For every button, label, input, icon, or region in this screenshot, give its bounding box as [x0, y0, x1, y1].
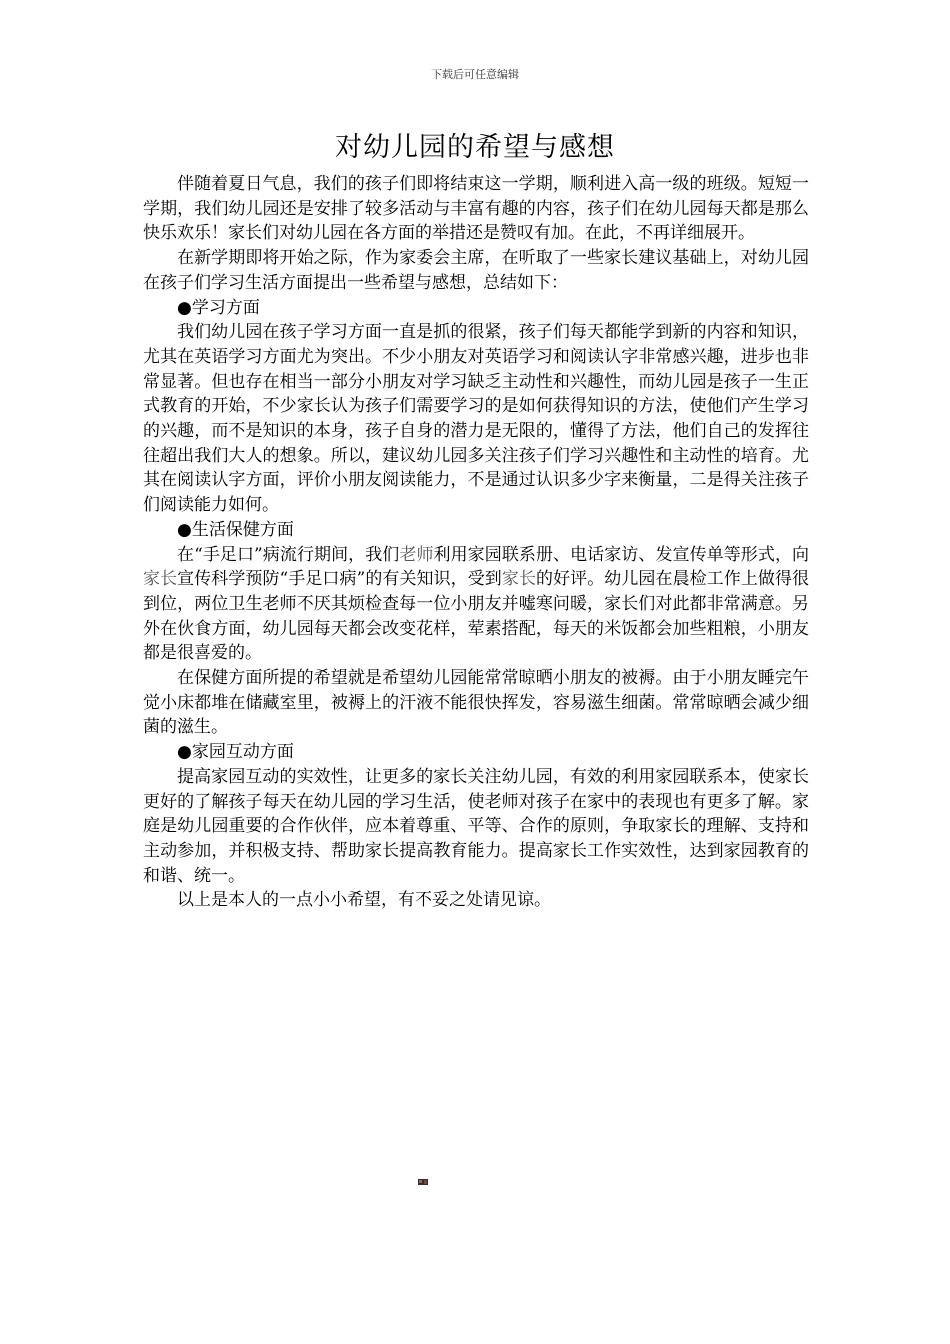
highlighted-term-teacher: 老师 [399, 544, 434, 565]
paragraph-preface: 在新学期即将开始之际，作为家委会主席，在听取了一些家长建议基础上，对幼儿园在孩子们学习生活方面提出一些希望与感想，总结如下： [143, 248, 809, 293]
text-run: 在“手足口”病流行期间，我们 [177, 544, 400, 565]
section-heading-health: ●生活保健方面 [177, 519, 294, 540]
footer-logo-mark [418, 1179, 428, 1185]
paragraph-intro: 伴随着夏日气息，我们的孩子们即将结束这一学期，顺利进入高一级的班级。短短一学期，我们幼儿园还是安排了较多活动与丰富有趣的内容，孩子们在幼儿园每天都是那么快乐欢乐！家长们对幼儿园在各方面的举措还是赞叹有加。在此，不再详细展开。 [143, 174, 809, 244]
header-note: 下载后可任意编辑 [431, 68, 519, 81]
highlighted-term-parent: 家长 [501, 569, 537, 590]
document-title: 对幼儿园的希望与感想 [335, 132, 615, 163]
document-body [143, 172, 809, 913]
paragraph-health-2: 在保健方面所提的希望就是希望幼儿园能常常晾晒小朋友的被褥。由于小朋友睡完午觉小床都堆在储藏室里，被褥上的汗液不能很快挥发，容易滋生细菌。常常晾晒会减少细菌的滋生。 [143, 668, 809, 738]
paragraph-closing: 以上是本人的一点小小希望，有不妥之处请见谅。 [177, 890, 551, 911]
paragraph-health-1 [143, 543, 809, 667]
paragraph-study: 我们幼儿园在孩子学习方面一直是抓的很紧，孩子们每天都能学到新的内容和知识，尤其在英语学习方面尤为突出。不少小朋友对英语学习和阅读认字非常感兴趣，进步也非常显著。但也存在相当一部分小朋友对学习缺乏主动性和兴趣性，而幼儿园是孩子一生正式教育的开始，不少家长认为孩子们需要学习的是如何获得知识的方法，使他们产生学习的兴趣，而不是知识的本身，孩子自身的潜力是无限的，懂得了方法，他们自己的发挥往往超出我们大人的想象。所以，建议幼儿园多关注孩子们学习兴趣性和主动性的培育。尤其在阅读认字方面，评价小朋友阅读能力，不是通过认识多少字来衡量，二是得关注孩子们阅读能力如何。 [143, 322, 809, 516]
text-run: 宣传科学预防“手足口病”的有关知识，受到 [177, 569, 502, 590]
text-run: 利用家园联系册、电话家访、发宣传单等形式，向 [433, 544, 810, 565]
highlighted-term-parent: 家长 [143, 569, 178, 590]
paragraph-interaction: 提高家园互动的实效性，让更多的家长关注幼儿园，有效的利用家园联系本，使家长更好的了解孩子每天在幼儿园的学习生活，使老师对孩子在家中的表现也有更多了解。家庭是幼儿园重要的合作伙伴，应本着尊重、平等、合作的原则，争取家长的理解、支持和主动参加，并积极支持、帮助家长提高教育能力。提高家长工作实效性，达到家园教育的和谐、统一。 [143, 766, 809, 886]
section-heading-study: ●学习方面 [177, 297, 260, 318]
section-heading-interaction: ●家园互动方面 [177, 742, 294, 763]
text-run: 的好评。幼儿园在晨检工作上做得很到位，两位卫生老师不厌其烦检查每一位小朋友并嘘寒问暖，家长们对此都非常满意。另外在伙食方面，幼儿园每天都会改变花样，荤素搭配，每天的米饭都会加些粗粮，小朋友都是很喜爱的。 [143, 569, 810, 664]
